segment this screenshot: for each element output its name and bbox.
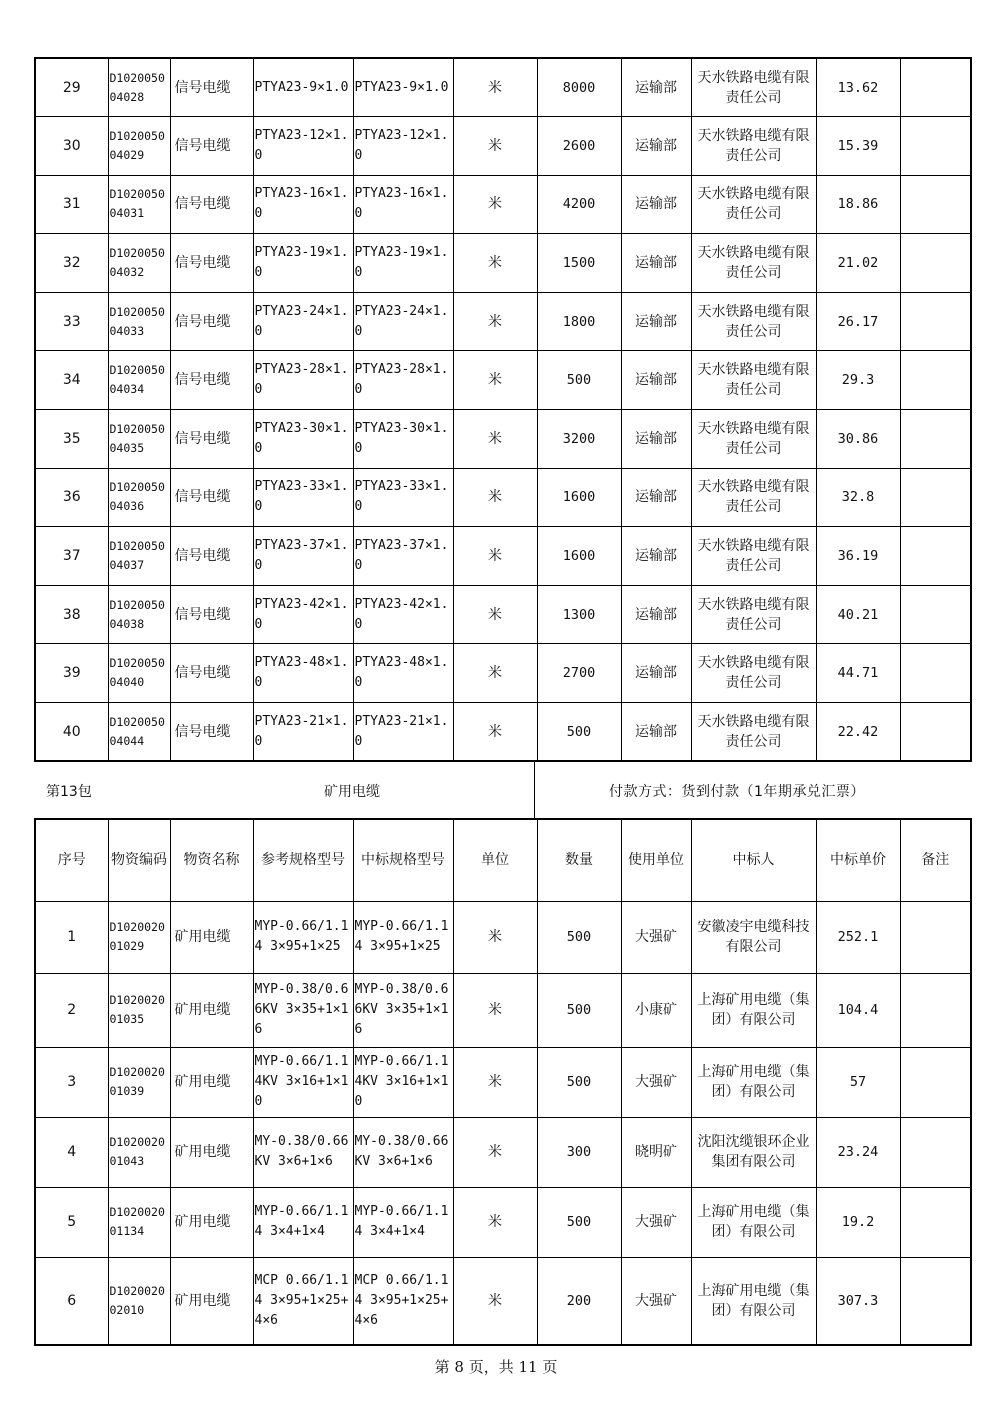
cell-name: 矿用电缆 <box>170 973 253 1047</box>
cell-win-spec: PTYA23-42×1.0 <box>353 585 453 644</box>
cell-win-spec: PTYA23-12×1.0 <box>353 117 453 176</box>
cell-name: 矿用电缆 <box>170 1257 253 1345</box>
table-row <box>35 175 971 234</box>
cell-name: 信号电缆 <box>170 58 253 117</box>
cell-qty: 500 <box>537 351 621 410</box>
cell-unit: 米 <box>453 234 537 293</box>
cell-code: D102005004038 <box>108 585 170 644</box>
cell-win-spec: MCP 0.66/1.14 3×95+1×25+4×6 <box>353 1257 453 1345</box>
cell-price: 22.42 <box>816 703 900 762</box>
cell-name: 信号电缆 <box>170 292 253 351</box>
cell-dept: 运输部 <box>621 410 691 469</box>
cell-winner: 天水铁路电缆有限责任公司 <box>691 644 816 703</box>
cell-no: 34 <box>35 351 108 410</box>
table-row <box>35 1047 971 1117</box>
cell-unit: 米 <box>453 644 537 703</box>
page-footer: 第 8 页，共 11 页 <box>434 1358 558 1376</box>
cell-name: 矿用电缆 <box>170 1117 253 1187</box>
cell-win-spec: PTYA23-9×1.0 <box>353 58 453 117</box>
cell-win-spec: PTYA23-21×1.0 <box>353 703 453 762</box>
cell-price: 40.21 <box>816 585 900 644</box>
header-code: 物资编码 <box>108 819 170 901</box>
cell-qty: 4200 <box>537 175 621 234</box>
cell-winner: 天水铁路电缆有限责任公司 <box>691 468 816 527</box>
cell-unit: 米 <box>453 973 537 1047</box>
cell-qty: 1500 <box>537 234 621 293</box>
cell-dept: 大强矿 <box>621 901 691 973</box>
cell-dept: 运输部 <box>621 527 691 586</box>
cell-qty: 1800 <box>537 292 621 351</box>
cell-win-spec: MY-0.38/0.66KV 3×6+1×6 <box>353 1117 453 1187</box>
cell-unit: 米 <box>453 703 537 762</box>
cell-no: 38 <box>35 585 108 644</box>
cell-name: 矿用电缆 <box>170 901 253 973</box>
cell-price: 26.17 <box>816 292 900 351</box>
cell-winner: 安徽凌宇电缆科技有限公司 <box>691 901 816 973</box>
cell-qty: 300 <box>537 1117 621 1187</box>
cell-no: 30 <box>35 117 108 176</box>
cell-winner: 上海矿用电缆（集团）有限公司 <box>691 1047 816 1117</box>
cell-winner: 沈阳沈缆银环企业集团有限公司 <box>691 1117 816 1187</box>
table-row <box>35 292 971 351</box>
cell-note <box>900 351 971 410</box>
cell-win-spec: PTYA23-28×1.0 <box>353 351 453 410</box>
cell-code: D102005004035 <box>108 410 170 469</box>
cell-price: 15.39 <box>816 117 900 176</box>
cell-dept: 大强矿 <box>621 1047 691 1117</box>
cell-name: 信号电缆 <box>170 527 253 586</box>
top-table-body <box>35 58 971 761</box>
cell-winner: 上海矿用电缆（集团）有限公司 <box>691 973 816 1047</box>
cell-ref-spec: PTYA23-30×1.0 <box>253 410 353 469</box>
cell-unit: 米 <box>453 901 537 973</box>
cell-ref-spec: MYP-0.66/1.14KV 3×16+1×10 <box>253 1047 353 1117</box>
cell-no: 4 <box>35 1117 108 1187</box>
cell-no: 31 <box>35 175 108 234</box>
cell-win-spec: PTYA23-30×1.0 <box>353 410 453 469</box>
header-win-spec: 中标规格型号 <box>353 819 453 901</box>
cell-dept: 运输部 <box>621 58 691 117</box>
cell-name: 信号电缆 <box>170 585 253 644</box>
package-category: 矿用电缆 <box>324 784 380 800</box>
cell-code: D102002001035 <box>108 973 170 1047</box>
cell-price: 307.3 <box>816 1257 900 1345</box>
table-row <box>35 973 971 1047</box>
header-ref-spec: 参考规格型号 <box>253 819 353 901</box>
cell-qty: 500 <box>537 973 621 1047</box>
header-dept: 使用单位 <box>621 819 691 901</box>
cell-qty: 1600 <box>537 527 621 586</box>
package-13-table <box>34 818 972 1346</box>
cell-no: 29 <box>35 58 108 117</box>
cell-price: 104.4 <box>816 973 900 1047</box>
header-name: 物资名称 <box>170 819 253 901</box>
cell-code: D102005004034 <box>108 351 170 410</box>
cell-dept: 小康矿 <box>621 973 691 1047</box>
cell-price: 36.19 <box>816 527 900 586</box>
cell-ref-spec: PTYA23-28×1.0 <box>253 351 353 410</box>
cell-win-spec: PTYA23-37×1.0 <box>353 527 453 586</box>
cell-note <box>900 1257 971 1345</box>
cell-qty: 2600 <box>537 117 621 176</box>
cell-price: 32.8 <box>816 468 900 527</box>
table-row <box>35 644 971 703</box>
cell-note <box>900 1047 971 1117</box>
cell-ref-spec: MYP-0.66/1.14 3×4+1×4 <box>253 1187 353 1257</box>
cell-unit: 米 <box>453 527 537 586</box>
cell-ref-spec: PTYA23-21×1.0 <box>253 703 353 762</box>
package-section-header <box>34 761 970 818</box>
cell-note <box>900 58 971 117</box>
table-row <box>35 468 971 527</box>
cell-win-spec: MYP-0.66/1.14KV 3×16+1×10 <box>353 1047 453 1117</box>
table-row <box>35 117 971 176</box>
cell-ref-spec: MY-0.38/0.66KV 3×6+1×6 <box>253 1117 353 1187</box>
cell-dept: 运输部 <box>621 585 691 644</box>
cell-winner: 天水铁路电缆有限责任公司 <box>691 703 816 762</box>
cell-note <box>900 175 971 234</box>
cell-price: 18.86 <box>816 175 900 234</box>
cell-ref-spec: PTYA23-12×1.0 <box>253 117 353 176</box>
cell-unit: 米 <box>453 1047 537 1117</box>
cell-name: 信号电缆 <box>170 117 253 176</box>
cell-qty: 1300 <box>537 585 621 644</box>
cell-code: D102005004032 <box>108 234 170 293</box>
package-13-table-body <box>35 819 971 1345</box>
cell-price: 44.71 <box>816 644 900 703</box>
cell-winner: 天水铁路电缆有限责任公司 <box>691 527 816 586</box>
package-number: 第13包 <box>46 784 92 800</box>
cell-unit: 米 <box>453 585 537 644</box>
cell-no: 2 <box>35 973 108 1047</box>
cell-win-spec: PTYA23-19×1.0 <box>353 234 453 293</box>
cell-qty: 500 <box>537 703 621 762</box>
cell-dept: 运输部 <box>621 351 691 410</box>
table-row <box>35 410 971 469</box>
cell-code: D102005004029 <box>108 117 170 176</box>
cell-winner: 天水铁路电缆有限责任公司 <box>691 292 816 351</box>
cell-price: 19.2 <box>816 1187 900 1257</box>
cell-name: 信号电缆 <box>170 703 253 762</box>
table-row <box>35 1117 971 1187</box>
table-row <box>35 585 971 644</box>
table-row <box>35 1257 971 1345</box>
cell-ref-spec: PTYA23-16×1.0 <box>253 175 353 234</box>
cell-winner: 天水铁路电缆有限责任公司 <box>691 58 816 117</box>
cell-no: 1 <box>35 901 108 973</box>
header-unit: 单位 <box>453 819 537 901</box>
cell-dept: 晓明矿 <box>621 1117 691 1187</box>
cell-note <box>900 292 971 351</box>
cell-no: 33 <box>35 292 108 351</box>
header-no: 序号 <box>35 819 108 901</box>
cell-unit: 米 <box>453 1257 537 1345</box>
cell-no: 6 <box>35 1257 108 1345</box>
table-row <box>35 234 971 293</box>
cell-code: D102005004037 <box>108 527 170 586</box>
cell-price: 252.1 <box>816 901 900 973</box>
cell-name: 信号电缆 <box>170 644 253 703</box>
cell-unit: 米 <box>453 468 537 527</box>
cell-dept: 大强矿 <box>621 1257 691 1345</box>
cell-dept: 运输部 <box>621 117 691 176</box>
cell-note <box>900 410 971 469</box>
header-price: 中标单价 <box>816 819 900 901</box>
cell-name: 信号电缆 <box>170 175 253 234</box>
cell-unit: 米 <box>453 292 537 351</box>
cell-unit: 米 <box>453 175 537 234</box>
cell-dept: 运输部 <box>621 468 691 527</box>
cell-ref-spec: MCP 0.66/1.14 3×95+1×25+4×6 <box>253 1257 353 1345</box>
cell-no: 37 <box>35 527 108 586</box>
cell-name: 信号电缆 <box>170 468 253 527</box>
cell-ref-spec: PTYA23-24×1.0 <box>253 292 353 351</box>
cell-code: D102002001039 <box>108 1047 170 1117</box>
cell-dept: 大强矿 <box>621 1187 691 1257</box>
table-row <box>35 703 971 762</box>
cell-ref-spec: PTYA23-48×1.0 <box>253 644 353 703</box>
cell-qty: 3200 <box>537 410 621 469</box>
cell-qty: 200 <box>537 1257 621 1345</box>
cell-code: D102005004033 <box>108 292 170 351</box>
cell-code: D102005004028 <box>108 58 170 117</box>
cell-winner: 天水铁路电缆有限责任公司 <box>691 410 816 469</box>
cell-note <box>900 901 971 973</box>
cell-ref-spec: MYP-0.38/0.66KV 3×35+1×16 <box>253 973 353 1047</box>
table-row <box>35 58 971 117</box>
cell-price: 23.24 <box>816 1117 900 1187</box>
cell-win-spec: PTYA23-16×1.0 <box>353 175 453 234</box>
cell-no: 39 <box>35 644 108 703</box>
cell-winner: 上海矿用电缆（集团）有限公司 <box>691 1257 816 1345</box>
cell-qty: 500 <box>537 1047 621 1117</box>
top-table <box>34 57 972 762</box>
cell-winner: 天水铁路电缆有限责任公司 <box>691 175 816 234</box>
cell-note <box>900 973 971 1047</box>
payment-terms: 付款方式：货到付款（1年期承兑汇票） <box>609 784 865 800</box>
cell-note <box>900 527 971 586</box>
cell-win-spec: MYP-0.38/0.66KV 3×35+1×16 <box>353 973 453 1047</box>
cell-note <box>900 585 971 644</box>
header-qty: 数量 <box>537 819 621 901</box>
cell-name: 矿用电缆 <box>170 1187 253 1257</box>
cell-name: 信号电缆 <box>170 351 253 410</box>
cell-qty: 8000 <box>537 58 621 117</box>
cell-note <box>900 703 971 762</box>
cell-no: 3 <box>35 1047 108 1117</box>
cell-no: 32 <box>35 234 108 293</box>
cell-no: 35 <box>35 410 108 469</box>
table-row <box>35 901 971 973</box>
cell-dept: 运输部 <box>621 703 691 762</box>
cell-ref-spec: MYP-0.66/1.14 3×95+1×25 <box>253 901 353 973</box>
cell-no: 5 <box>35 1187 108 1257</box>
cell-qty: 2700 <box>537 644 621 703</box>
cell-price: 21.02 <box>816 234 900 293</box>
cell-winner: 天水铁路电缆有限责任公司 <box>691 234 816 293</box>
cell-winner: 天水铁路电缆有限责任公司 <box>691 117 816 176</box>
cell-code: D102005004044 <box>108 703 170 762</box>
cell-win-spec: MYP-0.66/1.14 3×95+1×25 <box>353 901 453 973</box>
section-divider <box>534 761 535 818</box>
cell-code: D102002001043 <box>108 1117 170 1187</box>
cell-qty: 1600 <box>537 468 621 527</box>
cell-code: D102005004036 <box>108 468 170 527</box>
header-winner: 中标人 <box>691 819 816 901</box>
cell-dept: 运输部 <box>621 234 691 293</box>
cell-winner: 天水铁路电缆有限责任公司 <box>691 585 816 644</box>
cell-unit: 米 <box>453 58 537 117</box>
cell-win-spec: PTYA23-24×1.0 <box>353 292 453 351</box>
cell-note <box>900 117 971 176</box>
cell-ref-spec: PTYA23-9×1.0 <box>253 58 353 117</box>
cell-price: 30.86 <box>816 410 900 469</box>
cell-name: 矿用电缆 <box>170 1047 253 1117</box>
cell-unit: 米 <box>453 117 537 176</box>
cell-win-spec: PTYA23-33×1.0 <box>353 468 453 527</box>
cell-code: D102005004040 <box>108 644 170 703</box>
cell-no: 36 <box>35 468 108 527</box>
table-row <box>35 351 971 410</box>
cell-unit: 米 <box>453 351 537 410</box>
cell-ref-spec: PTYA23-37×1.0 <box>253 527 353 586</box>
table-row <box>35 527 971 586</box>
cell-win-spec: MYP-0.66/1.14 3×4+1×4 <box>353 1187 453 1257</box>
cell-note <box>900 234 971 293</box>
cell-name: 信号电缆 <box>170 410 253 469</box>
cell-note <box>900 1187 971 1257</box>
table-row <box>35 1187 971 1257</box>
cell-price: 13.62 <box>816 58 900 117</box>
cell-ref-spec: PTYA23-42×1.0 <box>253 585 353 644</box>
cell-ref-spec: PTYA23-19×1.0 <box>253 234 353 293</box>
cell-unit: 米 <box>453 1117 537 1187</box>
cell-unit: 米 <box>453 410 537 469</box>
cell-qty: 500 <box>537 901 621 973</box>
cell-name: 信号电缆 <box>170 234 253 293</box>
cell-win-spec: PTYA23-48×1.0 <box>353 644 453 703</box>
cell-qty: 500 <box>537 1187 621 1257</box>
header-note: 备注 <box>900 819 971 901</box>
cell-code: D102002001134 <box>108 1187 170 1257</box>
cell-winner: 上海矿用电缆（集团）有限公司 <box>691 1187 816 1257</box>
cell-code: D102002001029 <box>108 901 170 973</box>
table-header-row <box>35 819 971 901</box>
cell-note <box>900 644 971 703</box>
cell-ref-spec: PTYA23-33×1.0 <box>253 468 353 527</box>
cell-price: 57 <box>816 1047 900 1117</box>
cell-unit: 米 <box>453 1187 537 1257</box>
cell-no: 40 <box>35 703 108 762</box>
cell-winner: 天水铁路电缆有限责任公司 <box>691 351 816 410</box>
cell-note <box>900 1117 971 1187</box>
cell-dept: 运输部 <box>621 292 691 351</box>
cell-code: D102005004031 <box>108 175 170 234</box>
cell-note <box>900 468 971 527</box>
cell-dept: 运输部 <box>621 175 691 234</box>
cell-code: D102002002010 <box>108 1257 170 1345</box>
cell-price: 29.3 <box>816 351 900 410</box>
cell-dept: 运输部 <box>621 644 691 703</box>
